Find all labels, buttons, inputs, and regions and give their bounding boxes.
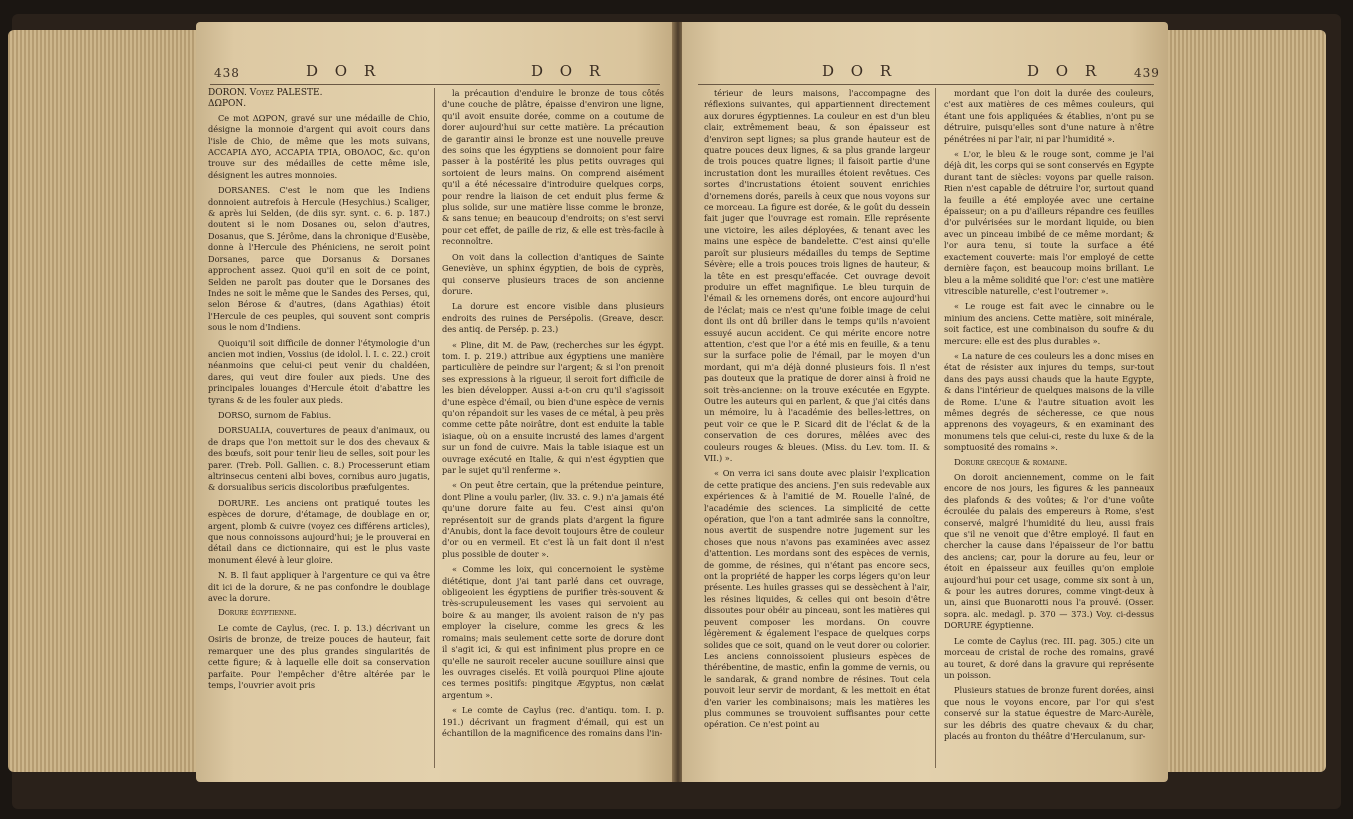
paragraph: « On verra ici sans doute avec plaisir l'explication de cette pratique des anciens. J'en suis redevable aux expériences & à l'amitié de M. Rouelle l'aîné, de l'académie des sciences. La simplicité de cette opération, que l'on a tant admirée sans la connoître, nous avertit de suspendre notre jugement sur les choses que nous n'avons pas examinées avec assez d'attention. Les mordans sont des espèces de vernis, de gomme, de résines, qui n'étant pas encore secs, ont la propriété de happer les corps légers qu'on leur présente. Les huiles grasses qui se dessèchent à l'air, les résines liquides, & celles qui ont besoin d'être dissoutes pour obéir au pinceau, sont les matières qui peuvent composer les mordans. On couvre légèrement & également l'espace de quelques corps solides que ce soit, quand on le veut dorer ou colorier. Les anciens connoissoient plusieurs espèces de thérébentine, de mastic, enfin la gomme de vernis, ou le sandarak, & grand nombre de résines. Tout cela pouvoit leur servir de mordant, & les mettoit en état d'en varier les combinaisons; mais les matières les plus communes se trouvoient suffisantes pour cette opération. Ce n'est point au xyxy=(704,468,930,730)
paragraph: « On peut être certain, que la prétendue peinture, dont Pline a voulu parler, (liv. 33. c. 9.) n'a jamais été qu'une dorure faite au feu. C'est ainsi qu'on représentoit sur de grands plats d'argent la figure d'Anubis, dont la face devoit toujours être de couleur d'or ou en vermeil. Et c'est là un fait dont il n'est plus possible de douter ». xyxy=(442,480,664,559)
paragraph: térieur de leurs maisons, l'accompagne des réflexions suivantes, qui appartiennent directement aux dorures égyptiennes. La couleur en est d'un bleu clair, extrêmement beau, & son épaisseur est d'environ sept lignes; sa plus grande hauteur est de quatre pouces deux lignes, & sa plus grande largeur de trois pouces quatre lignes; il faisoit partie d'une incrustation dont les murailles étoient revêtues. Ces sortes d'incrustations étoient souvent enrichies d'ornemens dorés, pareils à ceux que nous voyons sur ce morceau. La figure est dorée, & le goût du dessein fait juger que l'ouvrage est romain. Elle représente une victoire, les ailes déployées, & tenant avec les mains une espèce de bandelette. C'est ainsi qu'elle paroît sur plusieurs médailles du temps de Septime Sévère; elle a trois pouces trois lignes de hauteur, & la tête en est presqu'effacée. Cet ouvrage devoit produire un effet magnifique. Le bleu turquin de l'émail & les ornemens dorés, ont encore aujourd'hui de l'éclat; mais ce n'est qu'une foible image de celui dont ils ont dû briller dans le temps qu'ils n'avoient essuyé aucun accident. Ce qui mérite encore notre attention, c'est que l'or a été mis en feuille, & a tenu sur la surface polie de l'émail, par le moyen d'un mordant, qui m'a déjà donné plusieurs fois. Il n'est pas douteux que la pratique de dorer ainsi à froid ne soit très-ancienne: on la trouve exécutée en Egypte. Outre les auteurs qui en parlent, & que j'ai cités dans un mémoire, lu à l'académie des belles-lettres, on peut voir ce que le P. Sicard dit de l'éclat & de la conservation de ces dorures, mêlées avec des couleurs rouges & bleues. (Miss. du Lev. tom. II. & VII.) ». xyxy=(704,88,930,463)
header-rule xyxy=(698,84,1154,85)
running-head: D O R xyxy=(822,62,898,80)
column-rule xyxy=(434,88,435,768)
paragraph: Le comte de Caylus (rec. III. pag. 305.) cite un morceau de cristal de roche des romains, gravé au touret, & doré dans la gravure qui représente un poisson. xyxy=(944,635,1154,680)
paragraph: « La nature de ces couleurs les a donc mises en état de résister aux injures du temps, sur-tout dans des pays aussi chauds que la haute Egypte, & dans l'intérieur de quelques maisons de la ville de Rome. L'une & l'autre situation avoit les mêmes degrés de sécheresse, ce que nous apprenons des voyageurs, & en examinant des monumens tels que celui-ci, reste du luxe & de la somptuosité des romains ». xyxy=(944,350,1154,453)
subheading: Dorure égyptienne. xyxy=(218,608,297,619)
column-rule xyxy=(935,88,936,768)
paragraph: « Le comte de Caylus (rec. d'antiqu. tom. I. p. 191.) décrivant un fragment d'émail, qui est un échantillon de la magnificence des romains dans l'in- xyxy=(442,705,664,738)
paragraph: Ce mot ΔΩΡΟΝ, gravé sur une médaille de Chio, désigne la monnoie d'argent qui avoit cours dans l'isle de Chio, de même que les mots suivans, ΑCCAPIA ΔΥΟ, ΑCCAPIA TPIA, OBOΛΟC, &c. qu'on trouve sur des médailles de cette même isle, désignent les autres monnoies. xyxy=(208,112,430,180)
header-rule xyxy=(210,84,660,85)
paragraph: DORSANES. C'est le nom que les Indiens donnoient autrefois à Hercule (Hesychius.) Scaliger, & après lui Selden, (de diis syr. synt. c. 6. p. 187.) doutent si le nom Dosanes ou, selon d'autres, Dosanus, que S. Jérôme, dans la chronique d'Eusèbe, donne à l'Hercule des Phéniciens, ne seroit point Dorsanes, parce que Dorsanus & Dorsanes approchent assez. Quoi qu'il en soit de ce point, Selden ne paroît pas douter que le Dorsanes des Indes ne soit le même que le Sandes des Perses, qui, selon Bérose & d'autres, (dans Agathias) étoit l'Hercule de ces peuples, qui souvent sont compris sous le nom d'Indiens. xyxy=(208,185,430,333)
paragraph: « L'or, le bleu & le rouge sont, comme je l'ai déjà dit, les corps qui se sont conservés en Egypte durant tant de siècles: voyons par quelle raison. Rien n'est capable de détruire l'or, surtout quand la feuille a été employée avec une certaine épaisseur; on a pu d'ailleurs répandre ces feuilles d'or pulvérisées sur le mordant liquide, ou bien avec un pinceau imbibé de ce même mordant; & l'or aura tenu, si toute la surface a été exactement couverte: mais l'or employé de cette dernière façon, est beaucoup moins brillant. Le bleu a la même solidité que l'or: c'est une matière vitrescible naturelle, c'est l'outremer ». xyxy=(944,149,1154,296)
cross-reference: Voyez PALESTE. xyxy=(249,88,323,98)
entry-head-latin: DORON. xyxy=(208,88,247,98)
right-page-edges xyxy=(1168,30,1326,772)
right-page xyxy=(682,22,1168,782)
paragraph: On doroit anciennement, comme on le fait encore de nos jours, les figures & les panneaux des plafonds & des voûtes; & l'or d'une voûte écroulée du palais des empereurs à Rome, s'est conservé, malgré l'humidité du lieu, aussi frais que s'il ne venoit que d'être employé. Il faut en chercher la cause dans l'épaisseur de l'or battu des anciens; car, pour la dorure au feu, leur or étoit en épaisseur aux feuilles qu'on emploie aujourd'hui pour cet usage, comme six sont à un, & pour les autres dorures, comme vingt-deux à un, ainsi que Buonarotti nous l'a prouvé. (Osser. sopra. alc. medagl. p. 370 — 373.) Voy. ci-dessus DORURE égyptienne. xyxy=(944,472,1154,631)
page-number: 438 xyxy=(214,66,240,80)
page-number: 439 xyxy=(1134,66,1160,80)
running-head: D O R xyxy=(1027,62,1103,80)
paragraph: « Pline, dit M. de Paw, (recherches sur les égypt. tom. I. p. 219.) attribue aux égyptiens une manière particulière de peindre sur l'argent; & si l'on prenoit ses expressions à la rigueur, il seroit fort difficile de les bien développer. Aussi a-t-on cru qu'il s'agissoit d'une espèce d'émail, ou bien d'une espèce de vernis qu'on répandoit sur les vases de ce métal, à peu près comme cette pâte noirâtre, dont est enduite la table isiaque, où on a ensuite incrusté des lames d'argent sur un fond de cuivre. Mais la table isiaque est un ouvrage exécuté en Italie, & qui n'est égyptien que par le sujet qu'il renferme ». xyxy=(442,339,664,475)
paragraph: N. B. Il faut appliquer à l'argenture ce qui va être dit ici de la dorure, & ne pas confondre le doublage avec la dorure. xyxy=(208,570,430,604)
left-page xyxy=(196,22,674,782)
paragraph: DORSO, surnom de Fabius. xyxy=(218,409,332,420)
running-head: D O R xyxy=(531,62,607,80)
entry-head xyxy=(208,88,430,111)
paragraph: Le comte de Caylus, (rec. I. p. 13.) décrivant un Osiris de bronze, de treize pouces de hauteur, fait remarquer une des plus grandes singularités de cette figure; & à laquelle elle doit sa conservation parfaite. Pour l'empêcher d'être altérée par le temps, l'ouvrier avoit pris xyxy=(208,622,430,690)
subheading: Dorure grecque & romaine. xyxy=(954,457,1068,468)
paragraph: la précaution d'enduire le bronze de tous côtés d'une couche de plâtre, épaisse d'environ une ligne, qu'il avoit ensuite dorée, comme on a coutume de dorer aujourd'hui sur cette matière. La précaution de garantir ainsi le bronze est une nouvelle preuve des soins que les égyptiens se donnoient pour faire passer à la postérité les plus petits ouvrages qui sortoient de leurs mains. On comprend aisément qu'il a été nécessaire d'introduire quelques corps, pour rendre la liaison de cet enduit plus ferme & plus solide, sur une matière lisse comme le bronze, & sans tenue; en beaucoup d'endroits; on s'est servi pour cet effet, de paille de riz, & elle est très-facile à reconnoître. xyxy=(442,88,664,247)
paragraph: On voit dans la collection d'antiques de Sainte Geneviève, un sphinx égyptien, de bois de cyprès, qui conserve plusieurs traces de son ancienne dorure. xyxy=(442,251,664,296)
paragraph: mordant que l'on doit la durée des couleurs, c'est aux matières de ces mêmes couleurs, qui étant une fois appliquées & établies, n'ont pu se détruire, puisqu'elles sont d'une nature à n'être pénétrées ni par l'air, ni par l'humidité ». xyxy=(944,88,1154,144)
running-head: D O R xyxy=(306,62,382,80)
left-column-1 xyxy=(208,88,430,778)
right-column-2 xyxy=(944,88,1154,778)
paragraph: Plusieurs statues de bronze furent dorées, ainsi que nous le voyons encore, par l'or qui s'est conservé sur la statue équestre de Marc-Aurèle, sur les débris des quatre chevaux & du char, placés au fronton du théâtre d'Herculanum, sur- xyxy=(944,685,1154,741)
entry-head-greek: ΔΩΡΟΝ. xyxy=(208,99,247,110)
paragraph: DORSUALIA, couvertures de peaux d'animaux, ou de draps que l'on mettoit sur le dos des chevaux & des bœufs, soit pour tenir lieu de selles, soit pour les parer. (Treb. Poll. Gallien. c. 8.) Processerunt etiam altrinsecus centeni albi boves, cornibus auro jugatis, & dorsualibus sericis discoloribus præfulgentes. xyxy=(208,425,430,493)
right-column-1 xyxy=(704,88,930,778)
paragraph: « Comme les loix, qui concernoient le système diététique, dont j'ai tant parlé dans cet ouvrage, obligeoient les égyptiens de purifier très-souvent & très-scrupuleusement les vases qui servoient au boire & au manger, ils avoient raison de n'y pas employer la ciselure, comme les grecs & les romains; mais seulement cette sorte de dorure dont il s'agit ici, & qui est infiniment plus propre en ce qu'elle ne sauroit receler aucune souillure ainsi que les ouvrages ciselés. Et voilà pourquoi Pline ajoute ces termes positifs: pingitque Ægyptus, non cælat argentum ». xyxy=(442,564,664,700)
left-page-edges xyxy=(8,30,196,772)
paragraph: Quoiqu'il soit difficile de donner l'étymologie d'un ancien mot indien, Vossius (de idolol. l. I. c. 22.) croit néanmoins que celui-ci peut venir du chaldéen, dares, qui veut dire fouler aux pieds. Une des principales louanges d'Hercule étoit d'abattre les tyrans & de les fouler aux pieds. xyxy=(208,337,430,405)
left-column-2 xyxy=(442,88,664,778)
paragraph: « Le rouge est fait avec le cinnabre ou le minium des anciens. Cette matière, soit minérale, soit factice, est une combinaison du soufre & du mercure: elle est des plus durables ». xyxy=(944,301,1154,346)
paragraph: DORURE. Les anciens ont pratiqué toutes les espèces de dorure, d'étamage, de doublage en or, argent, plomb & cuivre (voyez ces différens articles), que nous connoissons aujourd'hui; je le prouverai en détail dans ce dictionnaire, qui est le plus vaste monument élevé à leur gloire. xyxy=(208,497,430,565)
paragraph: La dorure est encore visible dans plusieurs endroits des ruines de Persépolis. (Greave, descr. des antiq. de Persép. p. 23.) xyxy=(442,301,664,335)
